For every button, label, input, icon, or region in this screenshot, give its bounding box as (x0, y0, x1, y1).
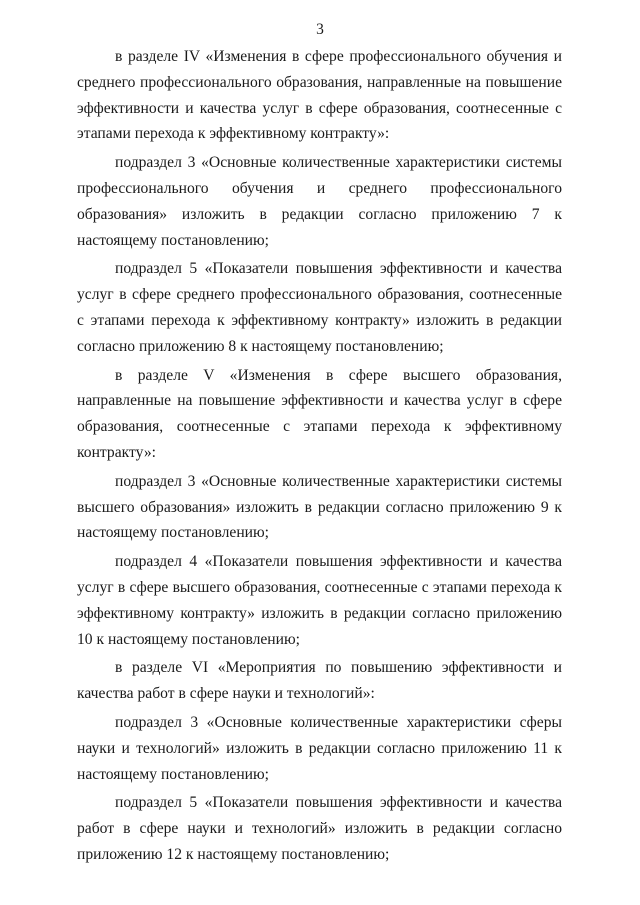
page-number: 3 (316, 21, 324, 38)
paragraph-subsection-3: подраздел 3 «Основные количественные характеристики сферы науки и технологий» изложить в редакции согласно приложению 11 к настоящему постановлению; (77, 713, 562, 783)
document-body (77, 44, 562, 871)
paragraph-subsection-3: подраздел 3 «Основные количественные характеристики системы высшего образования» изложить в редакции согласно приложению 9 к настоящему постановлению; (77, 472, 562, 542)
paragraph-subsection-4: подраздел 4 «Показатели повышения эффективности и качества услуг в сфере высшего образования, соотнесенные с этапами перехода к эффективному контракту» изложить в редакции согласно приложению 10 к настоящему постановлению; (77, 553, 562, 648)
paragraph-section-vi: в разделе VI «Мероприятия по повышению эффективности и качества работ в сфере науки и технологий»: (77, 659, 562, 703)
paragraph-subsection-5: подраздел 5 «Показатели повышения эффективности и качества работ в сфере науки и технологий» изложить в редакции согласно приложению 12 к настоящему постановлению; (77, 794, 562, 863)
paragraph-subsection-5: подраздел 5 «Показатели повышения эффективности и качества услуг в сфере среднего профессионального образования, соотнесенные с этапами перехода к эффективному контракту» изложить в редакции согласно приложению 8 к настоящему постановлению; (77, 260, 562, 355)
paragraph-section-v: в разделе V «Изменения в сфере высшего образования, направленные на повышение эффективности и качества услуг в сфере образования, соотнесенные с этапами перехода к эффективному контракту»: (77, 366, 562, 461)
paragraph-section-iv: в разделе IV «Изменения в сфере профессионального обучения и среднего профессионального образования, направленные на повышение эффективности и качества услуг в сфере образования, соотнесенные с этапами перехода к эффективному контракту»: (77, 48, 562, 143)
paragraph-subsection-3: подраздел 3 «Основные количественные характеристики системы профессионального обучения и среднего профессионального образования» изложить в редакции согласно приложению 7 к настоящему постановлению; (77, 154, 562, 249)
